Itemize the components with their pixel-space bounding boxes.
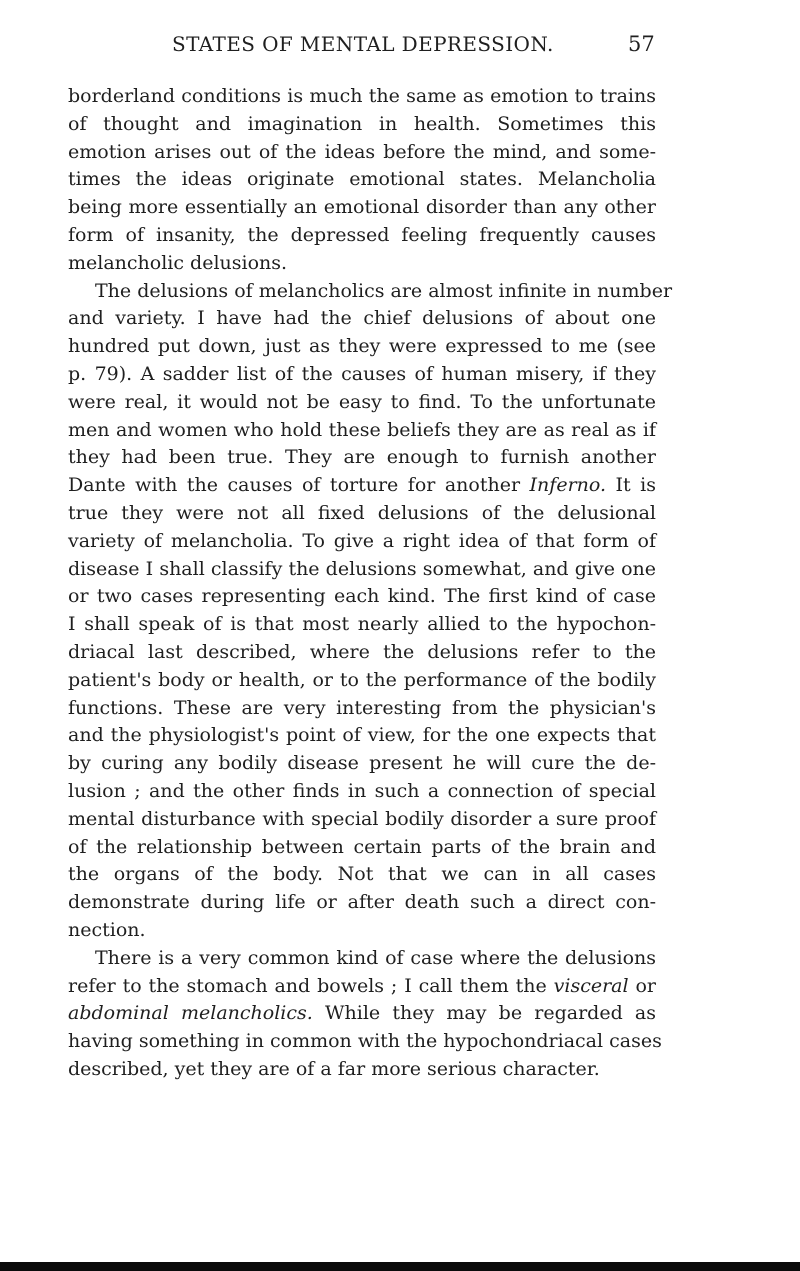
text-line: driacal last described, where the delusions refer to the	[68, 640, 656, 663]
text-run: refer to the stomach and bowels ; I call them the	[68, 974, 554, 997]
text-line: of the relationship between certain parts of the brain and	[68, 835, 656, 858]
text-line-mixed	[68, 973, 656, 1001]
text-line: of thought and imagination in health. Sometimes this	[68, 112, 656, 135]
text-line: or two cases representing each kind. The first kind of case	[68, 585, 656, 608]
text-line: p. 79). A sadder list of the causes of human misery, if they	[68, 362, 656, 385]
text-line: lusion ; and the other finds in such a connection of special	[68, 779, 656, 802]
text-line: having something in common with the hypochondriacal cases	[68, 1030, 662, 1053]
text-line: emotion arises out of the ideas before the mind, and some-	[68, 140, 656, 163]
text-line: form of insanity, the depressed feeling frequently causes	[68, 223, 656, 246]
text-run: While they may be regarded as	[312, 1002, 656, 1025]
scan-edge-bar	[0, 1262, 800, 1271]
text-line: There is a very common kind of case where the delusions	[95, 946, 656, 969]
running-title: STATES OF MENTAL DEPRESSION.	[172, 32, 554, 56]
body-text	[68, 83, 673, 1084]
text-run: or	[628, 974, 656, 997]
text-line: patient's body or health, or to the performance of the bodily	[68, 668, 656, 691]
text-line: melancholic delusions.	[68, 251, 288, 274]
italic-term: visceral	[553, 974, 629, 997]
text-line-mixed	[68, 472, 656, 500]
text-line: demonstrate during life or after death such a direct con-	[68, 891, 656, 914]
text-line: disease I shall classify the delusions somewhat, and give one	[68, 557, 656, 580]
page-number: 57	[628, 32, 655, 56]
text-line: times the ideas originate emotional states. Melancholia	[68, 168, 656, 191]
text-line: The delusions of melancholics are almost infinite in number	[95, 279, 673, 302]
text-line: were real, it would not be easy to find. To the unfortunate	[68, 390, 656, 413]
running-head	[0, 32, 800, 60]
text-line: true they were not all fixed delusions of the delusional	[68, 501, 656, 524]
text-line: men and women who hold these beliefs they are as real as if	[68, 418, 656, 441]
text-line: they had been true. They are enough to furnish another	[68, 446, 656, 469]
italic-term: abdominal melancholics.	[68, 1002, 313, 1025]
italic-title: Inferno.	[529, 474, 607, 497]
text-line: I shall speak of is that most nearly allied to the hypochon-	[68, 613, 656, 636]
text-line: functions. These are very interesting from the physician's	[68, 696, 656, 719]
text-line: and the physiologist's point of view, for the one expects that	[68, 724, 656, 747]
text-line: variety of melancholia. To give a right idea of that form of	[68, 529, 656, 552]
text-line: by curing any bodily disease present he will cure the de-	[68, 752, 656, 775]
text-run: Dante with the causes of torture for another	[68, 474, 530, 497]
text-line: borderland conditions is much the same as emotion to trains	[68, 85, 656, 107]
text-line: being more essentially an emotional disorder than any other	[68, 196, 656, 219]
text-line: nection.	[68, 918, 146, 941]
text-line: and variety. I have had the chief delusions of about one	[68, 307, 656, 330]
text-line-mixed	[68, 1000, 656, 1028]
text-line: described, yet they are of a far more serious character.	[68, 1057, 600, 1080]
text-line: hundred put down, just as they were expressed to me (see	[68, 335, 656, 358]
text-run: It is	[606, 474, 656, 497]
text-line: the organs of the body. Not that we can in all cases	[68, 863, 656, 886]
text-line: mental disturbance with special bodily disorder a sure proof	[68, 807, 656, 830]
